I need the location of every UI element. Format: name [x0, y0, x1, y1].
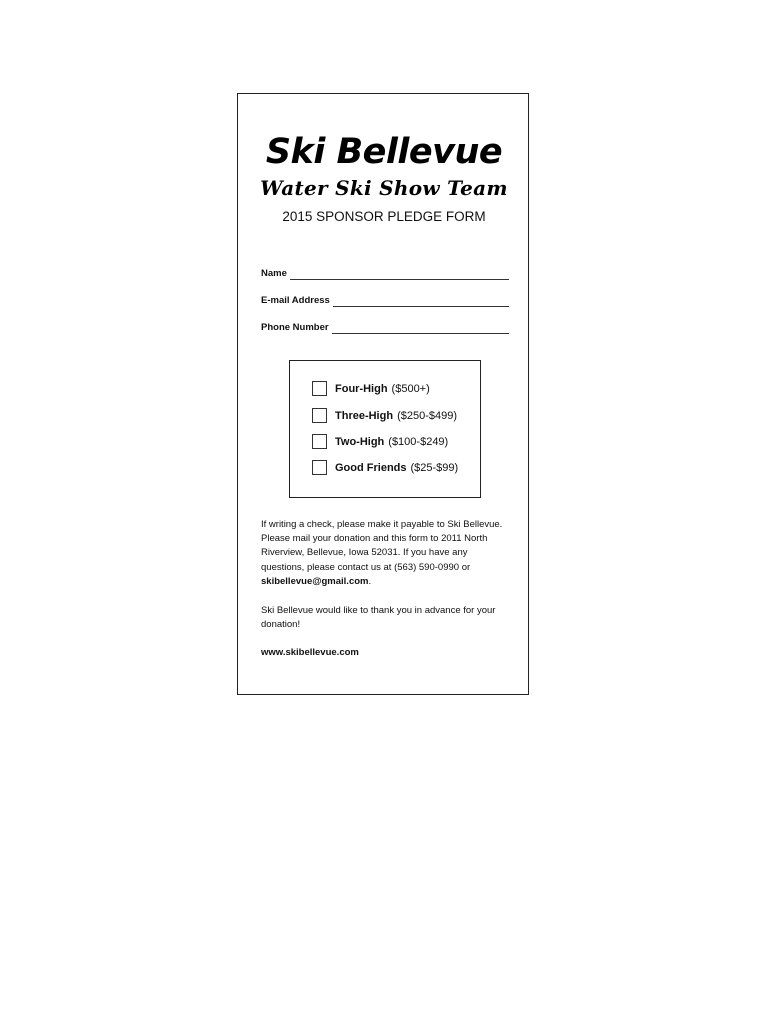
pledge-form-card [237, 93, 529, 695]
phone-label: Phone Number [261, 322, 329, 333]
level-range: ($250-$499) [397, 409, 457, 422]
contact-email[interactable]: skibellevue@gmail.com [261, 575, 369, 587]
brand-logo-text: Ski Bellevue [265, 132, 503, 172]
name-label: Name [261, 268, 287, 279]
phone-field[interactable] [261, 322, 509, 334]
level-good-friends[interactable] [312, 460, 458, 475]
website-link[interactable]: www.skibellevue.com [261, 647, 359, 658]
name-line[interactable] [290, 270, 509, 280]
team-subtitle: Water Ski Show Team [260, 176, 508, 200]
check-instructions [261, 518, 513, 589]
name-field[interactable] [261, 268, 509, 280]
level-range: ($500+) [391, 382, 430, 395]
level-three-high[interactable] [312, 408, 457, 423]
level-name: Four-High [335, 382, 388, 395]
email-label: E-mail Address [261, 295, 330, 306]
checkbox[interactable] [312, 381, 327, 396]
email-field[interactable] [261, 295, 509, 307]
form-title: 2015 SPONSOR PLEDGE FORM [282, 209, 486, 224]
phone-line[interactable] [332, 324, 509, 334]
email-line[interactable] [333, 297, 509, 307]
level-name: Three-High [335, 409, 394, 422]
check-text: If writing a check, please make it payable to Ski Bellevue. Please mail your donation and this form to 2011 North Riverview, Bellevue, Iowa 52031. If you have any questions, please contact us at (563) 590-0990 or [261, 519, 503, 573]
checkbox[interactable] [312, 408, 327, 423]
level-name: Two-High [335, 435, 385, 448]
pledge-levels-box [289, 360, 481, 498]
thank-you-text: Ski Bellevue would like to thank you in advance for your donation! [261, 605, 496, 631]
level-range: ($100-$249) [388, 435, 449, 448]
level-four-high[interactable] [312, 381, 430, 396]
email-suffix: . [368, 575, 372, 587]
level-name: Good Friends [335, 461, 407, 474]
checkbox[interactable] [312, 460, 327, 475]
checkbox[interactable] [312, 434, 327, 449]
level-two-high[interactable] [312, 434, 448, 449]
level-range: ($25-$99) [410, 461, 459, 474]
